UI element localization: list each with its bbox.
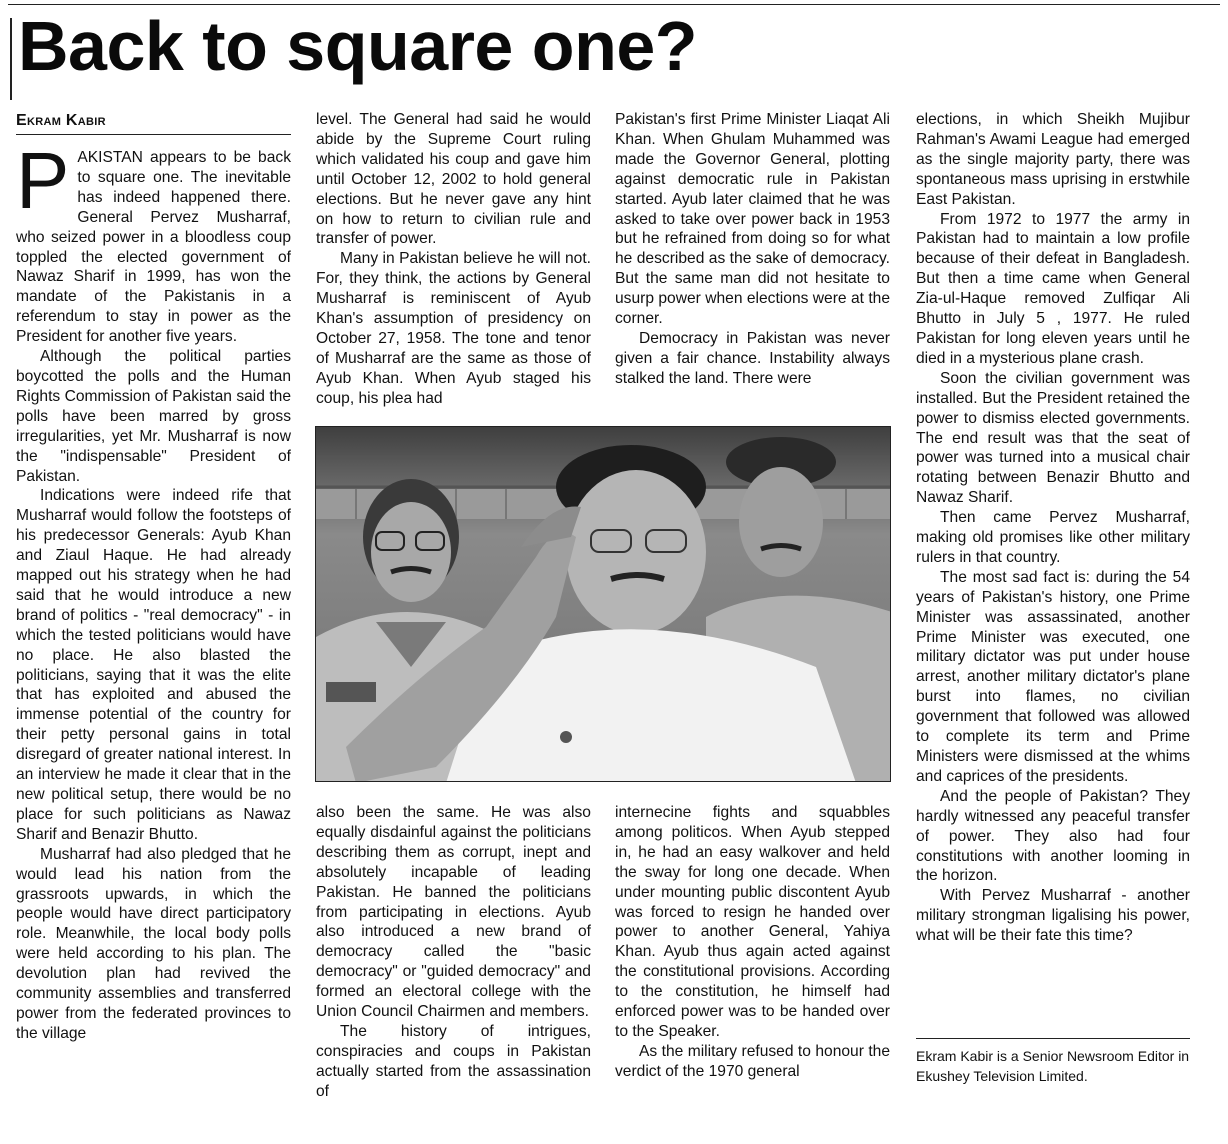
paragraph: Although the political parties boycotted the polls and the Human Rights Commission of Pakistan said the polls have been marred by gross irregularities, yet Mr. Musharraf is now the "indispensable" President of Pakistan. [16, 348, 291, 485]
paragraph: level. The General had said he would abide by the Supreme Court ruling which validated his coup and gave him until October 12, 2002 to hold general elections. But he never gave any hint on how to return to civilian rule and transfer of power. [316, 111, 591, 248]
bio-rule [916, 1038, 1190, 1039]
paragraph: With Pervez Musharraf - another military strongman ligalising his power, what will be their fate this time? [916, 887, 1190, 945]
column-3-top [615, 110, 890, 389]
paragraph: Democracy in Pakistan was never given a fair chance. Instability always stalked the land. There were [615, 329, 890, 387]
paragraph [16, 136, 291, 347]
paragraph: As the military refused to honour the verdict of the 1970 general [615, 1042, 890, 1080]
headline: Back to square one? [18, 7, 698, 85]
paragraph: Then came Pervez Musharraf, making old promises like other military rulers in that country. [916, 509, 1190, 566]
byline-rule [16, 134, 291, 135]
column-4 [916, 110, 1190, 946]
paragraph: From 1972 to 1977 the army in Pakistan had to maintain a low profile because of their defeat in Bangladesh. But then a time came when General Zia-ul-Haque removed Zulfiqar Ali Bhutto in July 5 , 1977. He ruled Pakistan for long eleven years until he died in a mysterious plane crash. [916, 210, 1190, 367]
byline: Ekram Kabir [16, 112, 106, 129]
paragraph: internecine fights and squabbles among politicos. When Ayub stepped in, he had an easy walkover and held the sway for long one decade. When under mounting public discontent Ayub was forced to resign he handed over power to another General, Yahiya Khan. Ayub thus again acted against the constitutional provisions. According to the constitution, he himself had enforced power was to be handed over to the Speaker. [615, 804, 890, 1040]
column-3-bottom [615, 803, 890, 1082]
paragraph: And the people of Pakistan? They hardly witnessed any peaceful transfer of power. They also had four constitutions with another looming in the horizon. [916, 787, 1190, 885]
news-photo [315, 426, 891, 782]
paragraph: elections, in which Sheikh Mujibur Rahman's Awami League had emerged as the single majority party, there was spontaneous mass uprising in erstwhile East Pakistan. [916, 111, 1190, 208]
paragraph: The most sad fact is: during the 54 years of Pakistan's history, one Prime Minister was assassinated, another Prime Minister was executed, one military dictator was put under house arrest, another military dictator's plane burst into flames, no civilian government that followed was allowed to complete its term and Prime Ministers were dismissed at the whims and caprices of the presidents. [916, 568, 1190, 785]
paragraph: Many in Pakistan believe he will not. For, they think, the actions by General Musharraf is reminiscent of Ayub Khan's assumption of presidency on October 27, 1958. The tone and tenor of Musharraf are the same as those of Ayub Khan. When Ayub staged his coup, his plea had [316, 250, 591, 407]
photo-illustration [316, 427, 891, 782]
drop-cap: P [16, 136, 70, 225]
column-1 [16, 136, 291, 1044]
column-2-top [316, 110, 591, 409]
paragraph: also been the same. He was also equally disdainful against the politicians describing them as corrupt, inept and absolutely incapable of leading Pakistan. He banned the politicians from participating in elections. Ayub also introduced a new brand of democracy called the "basic democracy" or "guided democracy" and formed an electoral college with the Union Council Chairmen and members. [316, 804, 591, 1021]
paragraph: Musharraf had also pledged that he would lead his nation from the grassroots upwards, in which the people would have direct participatory role. Meanwhile, the local body polls were held according to his plan. The devolution plan had revived the community assemblies and transferred power from the federated provinces to the village [16, 845, 291, 1042]
paragraph: Indications were indeed rife that Musharraf would follow the footsteps of his predecessor Generals: Ayub Khan and Ziaul Haque. He had already mapped out his strategy when he had said that he would introduce a new brand of politics - "real democracy" - in which the tested politicians would have no place. He also blasted the politicians, saying that it was the elite that has exploited and abused the immense potential of the country for their petty personal gains in total disregard of greater national interest. In an interview he made it clear that in the new political setup, there would be no place for such politicians as Nawaz Sharif and Benazir Bhutto. [16, 487, 291, 843]
paragraph: Soon the civilian government was installed. But the President retained the power to dismiss elected governments. The end result was that the seat of power was turned into a musical chair rotating between Benazir Bhutto and Nawaz Sharif. [916, 369, 1190, 507]
headline-left-rule [10, 18, 12, 100]
author-bio: Ekram Kabir is a Senior Newsroom Editor in Ekushey Television Limited. [916, 1048, 1190, 1084]
paragraph: Pakistan's first Prime Minister Liaqat Ali Khan. When Ghulam Muhammed was made the Governor General, plotting against democratic rule in Pakistan started. Ayub later claimed that he was asked to take over power back in 1953 but he refrained from doing so for what he described as the sake of democracy. But the same man did not hesitate to usurp power when elections were at the corner. [615, 111, 890, 328]
paragraph: The history of intrigues, conspiracies and coups in Pakistan actually started from the assassination of [316, 1022, 591, 1100]
paragraph-text: AKISTAN appears to be back to square one. The inevitable has indeed happened there. General Pervez Musharraf, who seized power in a bloodless coup toppled the elected government of Nawaz Sharif in 1999, has won the mandate of the Pakistanis in a referendum to stay in power as the President for another five years. [16, 149, 291, 346]
column-2-bottom [316, 803, 591, 1102]
